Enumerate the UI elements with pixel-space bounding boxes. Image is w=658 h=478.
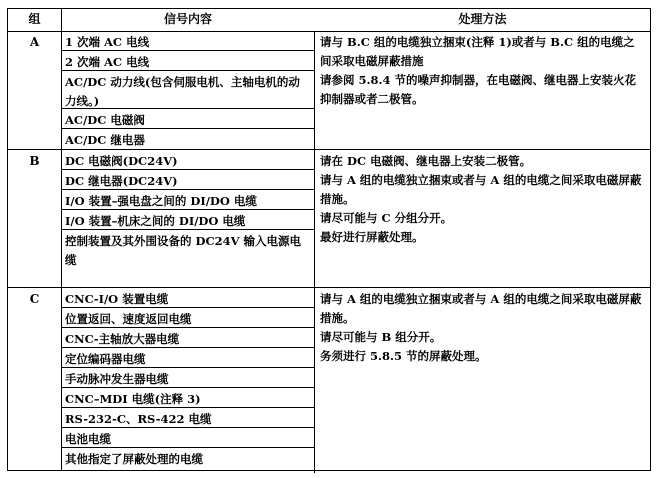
signal-item: DC 继电器(DC24V) <box>61 170 315 190</box>
method-item: 请与 B.C 组的电缆独立捆束(注释 1)或者与 B.C 组的电缆之间采取电磁屏蔽措施 <box>320 35 635 68</box>
signal-item: 2 次端 AC 电线 <box>61 51 315 71</box>
signal-item: AC/DC 动力线(包含伺服电机、主轴电机的动力线。) <box>61 71 315 109</box>
signal-item: I/O 装置–强电盘之间的 DI/DO 电缆 <box>61 190 315 210</box>
header-signal: 信号内容 <box>163 12 212 26</box>
method-item: 最好进行屏蔽处理。 <box>320 230 424 244</box>
method-item: 请在 DC 电磁阀、继电器上安装二极管。 <box>320 154 532 168</box>
group-a <box>8 31 650 149</box>
signal-list <box>61 288 315 473</box>
method-list <box>315 31 650 109</box>
group-c <box>8 287 650 472</box>
signal-item: DC 电磁阀(DC24V) <box>61 150 315 170</box>
method-list <box>315 150 650 247</box>
signal-cable-table <box>7 8 651 471</box>
signal-item: CNC-I/O 装置电缆 <box>61 288 315 308</box>
signal-item: 定位编码器电缆 <box>61 348 315 368</box>
signal-item: 其他指定了屏蔽处理的电缆 <box>61 448 315 473</box>
signal-item: 位置返回、速度返回电缆 <box>61 308 315 328</box>
signal-item: CNC–MDI 电缆(注释 3) <box>61 388 315 408</box>
group-b <box>8 149 650 287</box>
group-name: B <box>29 154 40 168</box>
signal-item: RS-232-C、RS-422 电缆 <box>61 408 315 428</box>
signal-item: 手动脉冲发生器电缆 <box>61 368 315 388</box>
signal-item: 控制装置及其外围设备的 DC24V 输入电源电缆 <box>61 230 315 288</box>
signal-item: AC/DC 电磁阀 <box>61 109 315 129</box>
signal-item: CNC-主轴放大器电缆 <box>61 328 315 348</box>
method-item: 务须进行 5.8.5 节的屏蔽处理。 <box>320 349 487 363</box>
method-list <box>315 288 650 366</box>
signal-item: 电池电缆 <box>61 428 315 448</box>
group-name: C <box>29 292 40 306</box>
method-item: 请尽可能与 B 组分开。 <box>320 330 442 344</box>
signal-item: 1 次端 AC 电线 <box>61 31 315 51</box>
signal-list <box>61 31 315 149</box>
signal-item: I/O 装置–机床之间的 DI/DO 电缆 <box>61 210 315 230</box>
method-item: 请与 A 组的电缆独立捆束或者与 A 组的电缆之间采取电磁屏蔽措施。 <box>320 173 642 206</box>
method-item: 请参阅 5.8.4 节的噪声抑制器，在电磁阀、继电器上安装火花抑制器或者二极管。 <box>320 73 637 106</box>
header-group: 组 <box>28 12 41 26</box>
method-item: 请与 A 组的电缆独立捆束或者与 A 组的电缆之间采取电磁屏蔽措施。 <box>320 292 642 325</box>
header-method: 处理方法 <box>458 12 507 26</box>
table-header <box>8 9 650 32</box>
signal-item: AC/DC 继电器 <box>61 129 315 149</box>
signal-list <box>61 150 315 288</box>
group-name: A <box>29 35 40 49</box>
method-item: 请尽可能与 C 分组分开。 <box>320 211 453 225</box>
